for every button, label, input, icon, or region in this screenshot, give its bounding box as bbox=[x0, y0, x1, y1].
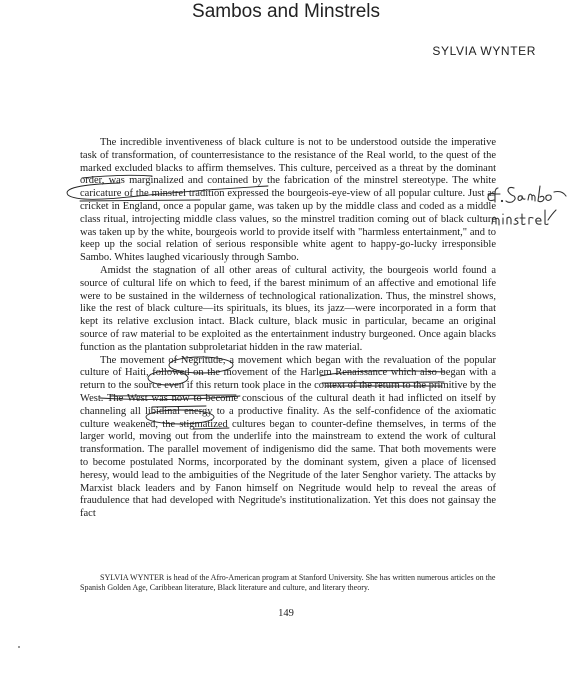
page-title: Sambos and Minstrels bbox=[192, 1, 380, 22]
author-footnote: SYLVIA WYNTER is head of the Afro-American program at Stanford University. She has written numerous articles on the Spanish Golden Age, Caribbean literature, Black literature and culture, and literary theory. bbox=[80, 573, 496, 592]
paragraph-2: Amidst the stagnation of all other areas of cultural activity, the bourgeois world found a source of cultural life on which to feed, if the barest minimum of an affective and emotional life were to be sustained in the wilderness of technological rationalization. Thus, the minstrel shows, like the rest of black culture—its spirituals, its blues, its jazz—were incorporated in a form that kept its relative exclusion intact. Black culture, black music in particular, became an original source of raw material to be exploited as the entertainment industry burgeoned. Once again blacks function as the plantation subproletariat hidden in the raw material. bbox=[80, 264, 496, 353]
paragraph-3: The movement of Negritude, a movement which began with the revaluation of the popular culture of Haiti, followed on the movement of the Harlem Renaissance which also began with a return to the source even if this return took place in the context of the return to the primitive by the West. The West was now to become conscious of the cultural death it had inflicted on itself by channeling all libidinal energy to a productive finality. As the self-confidence of the axiomatic culture weakened, the stigmatized cultures began to counter-define themselves, in terms of the larger world, moving out from the underlife into the mainstream to extend the work of cultural transformation. The parallel movement of indigenismo did the same. That both movements were to become postulated Norms, incorporated by the dominant system, given a place of licensed heresy, would lead to the ambiguities of the Negritude of the later Senghor variety. The attacks by Marxist black leaders and by Fanon himself on Negritude would help to reveal the areas of fraudulence that had developed with Negritude's institutionalization. Yet this does not gainsay the fact bbox=[80, 354, 496, 520]
page-number: 149 bbox=[278, 608, 294, 619]
article-body bbox=[80, 137, 496, 521]
paragraph-1: The incredible inventiveness of black culture is not to be understood outside the imperative task of transformation, of counterresistance to the resistance of the Real world, to the quest of the marked excluded blacks to affirm themselves. This culture, perceived as a threat by the dominant order, was marginalized and contained by the fabrication of the minstrel stereotype. The white caricature of the minstrel tradition expressed the bourgeois-eye-view of all popular culture. Just as cricket in England, once a popular game, was taken up by the middle class and coded as a middle class ritual, introjecting middle class values, so the minstrel tradition coming out of black culture was taken up by the white, bourgeois world to provide itself with "harmless entertainment," and to keep up the social relation of serious responsible white agent to happy-go-lucky irresponsible Sambo. Whites laughed vicariously through Sambo. bbox=[80, 137, 496, 264]
scan-speck bbox=[18, 646, 20, 648]
handwritten-margin-note bbox=[484, 180, 572, 240]
author-name: SYLVIA WYNTER bbox=[432, 44, 536, 58]
